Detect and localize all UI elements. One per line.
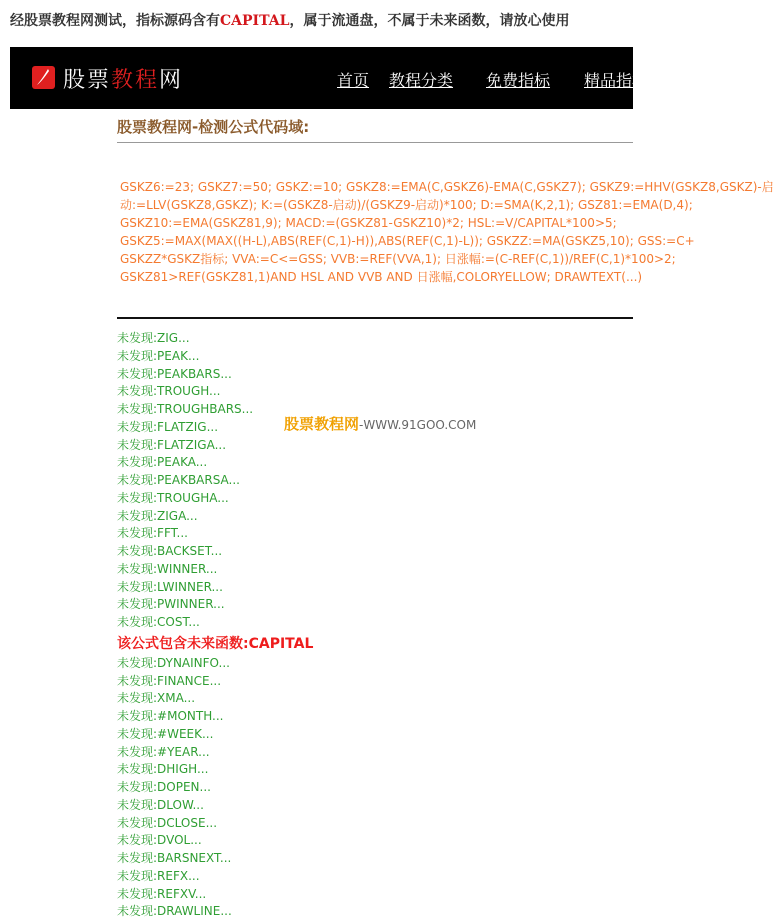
result-item: 未发现:DCLOSE...: [117, 815, 218, 830]
result-item: 未发现:REFXV...: [117, 886, 207, 901]
result-item: 未发现:DRAWLINE...: [117, 904, 232, 919]
result-item: 未发现:REFX...: [117, 868, 200, 883]
article-headline: [10, 10, 725, 30]
result-item: 未发现:WINNER...: [117, 561, 218, 576]
result-item: 未发现:#MONTH...: [117, 709, 224, 723]
result-item: 未发现:#WEEK...: [117, 726, 214, 741]
result-item: 未发现:DLOW...: [117, 797, 204, 812]
result-item: 未发现:#YEAR...: [117, 744, 210, 759]
panel-title: 股票教程网-检测公式代码域:: [117, 118, 310, 136]
headline-keyword: CAPITAL: [220, 13, 290, 29]
results-divider: [117, 317, 633, 319]
code-line: GSKZ5:=MAX(MAX((H-L),ABS(REF(C,1)-H)),ABS(REF(C,1)-L)); GSKZZ:=MA(GSKZ5,10); GSS:=C+: [120, 234, 695, 248]
logo-part2: 教程: [111, 68, 160, 93]
watermark: [284, 413, 476, 434]
result-item: 未发现:BACKSET...: [117, 544, 223, 558]
result-item: 未发现:LWINNER...: [117, 579, 223, 594]
result-item: 未发现:COST...: [117, 615, 200, 629]
result-item: 未发现:FLATZIGA...: [117, 437, 227, 452]
result-item: 未发现:DVOL...: [117, 833, 202, 848]
code-line: GSKZ6:=23; GSKZ7:=50; GSKZ:=10; GSKZ8:=EMA(C,GSKZ6)-EMA(C,GSKZ7); GSKZ9:=HHV(GSKZ8,GSKZ)-启: [120, 180, 774, 194]
code-line: GSKZZ*GSKZ指标; VVA:=C<=GSS; VVB:=REF(VVA,1); 日涨幅:=(C-REF(C,1))/REF(C,1)*100>2;: [120, 252, 676, 266]
result-item: 未发现:TROUGHA...: [117, 490, 229, 505]
result-item: 未发现:XMA...: [117, 691, 196, 706]
result-item: 未发现:BARSNEXT...: [117, 851, 232, 865]
result-item: 未发现:TROUGHBARS...: [117, 402, 254, 416]
result-item: 未发现:PEAKA...: [117, 455, 208, 470]
nav-premium-indicators[interactable]: 精品指标: [584, 71, 649, 90]
result-item: 未发现:ZIGA...: [117, 508, 198, 523]
brush-stroke-icon[interactable]: [32, 66, 55, 89]
result-item: 未发现:PWINNER...: [117, 597, 225, 612]
watermark-name: 股票教程网: [284, 415, 360, 433]
formula-code-block: [120, 178, 774, 286]
result-item: 未发现:DHIGH...: [117, 762, 209, 777]
logo-part3: 网: [159, 68, 184, 93]
result-item: 未发现:PEAK...: [117, 348, 200, 363]
watermark-url: -WWW.91GOO.COM: [359, 418, 477, 432]
result-item: 未发现:TROUGH...: [117, 384, 221, 399]
result-item: 未发现:PEAKBARS...: [117, 366, 232, 381]
nav-free-indicators[interactable]: 免费指标: [486, 71, 551, 90]
site-logo[interactable]: [63, 63, 183, 94]
headline-suffix: ，属于流通盘，不属于未来函数，请放心使用: [289, 13, 570, 29]
nav-tutorial-categories[interactable]: 教程分类: [389, 71, 454, 90]
nav-home[interactable]: 首页: [337, 71, 370, 90]
code-line: GSKZ10:=EMA(GSKZ81,9); MACD:=(GSKZ81-GSKZ10)*2; HSL:=V/CAPITAL*100>5;: [120, 216, 617, 230]
result-item: 未发现:DYNAINFO...: [117, 655, 230, 670]
site-navbar: [10, 47, 649, 109]
code-line: GSKZ81>REF(GSKZ81,1)AND HSL AND VVB AND 日涨幅,COLORYELLOW; DRAWTEXT(...): [120, 270, 643, 284]
result-item: 未发现:PEAKBARSA...: [117, 473, 241, 487]
logo-part1: 股票: [63, 68, 112, 93]
code-line: 动:=LLV(GSKZ8,GSKZ); K:=(GSKZ8-启动)/(GSKZ9-启动)*100; D:=SMA(K,2,1); GSZ81:=EMA(D,4);: [120, 198, 693, 212]
result-item: 未发现:FINANCE...: [117, 673, 222, 688]
title-divider: [117, 142, 633, 143]
result-item: 未发现:DOPEN...: [117, 780, 211, 794]
headline-prefix: 经股票教程网测试，指标源码含有: [10, 13, 220, 29]
future-function-warning: 该公式包含未来函数:CAPITAL: [117, 635, 314, 652]
result-item: 未发现:FLATZIG...: [117, 419, 219, 434]
result-item: 未发现:ZIG...: [117, 331, 190, 345]
result-item: 未发现:FFT...: [117, 526, 188, 541]
